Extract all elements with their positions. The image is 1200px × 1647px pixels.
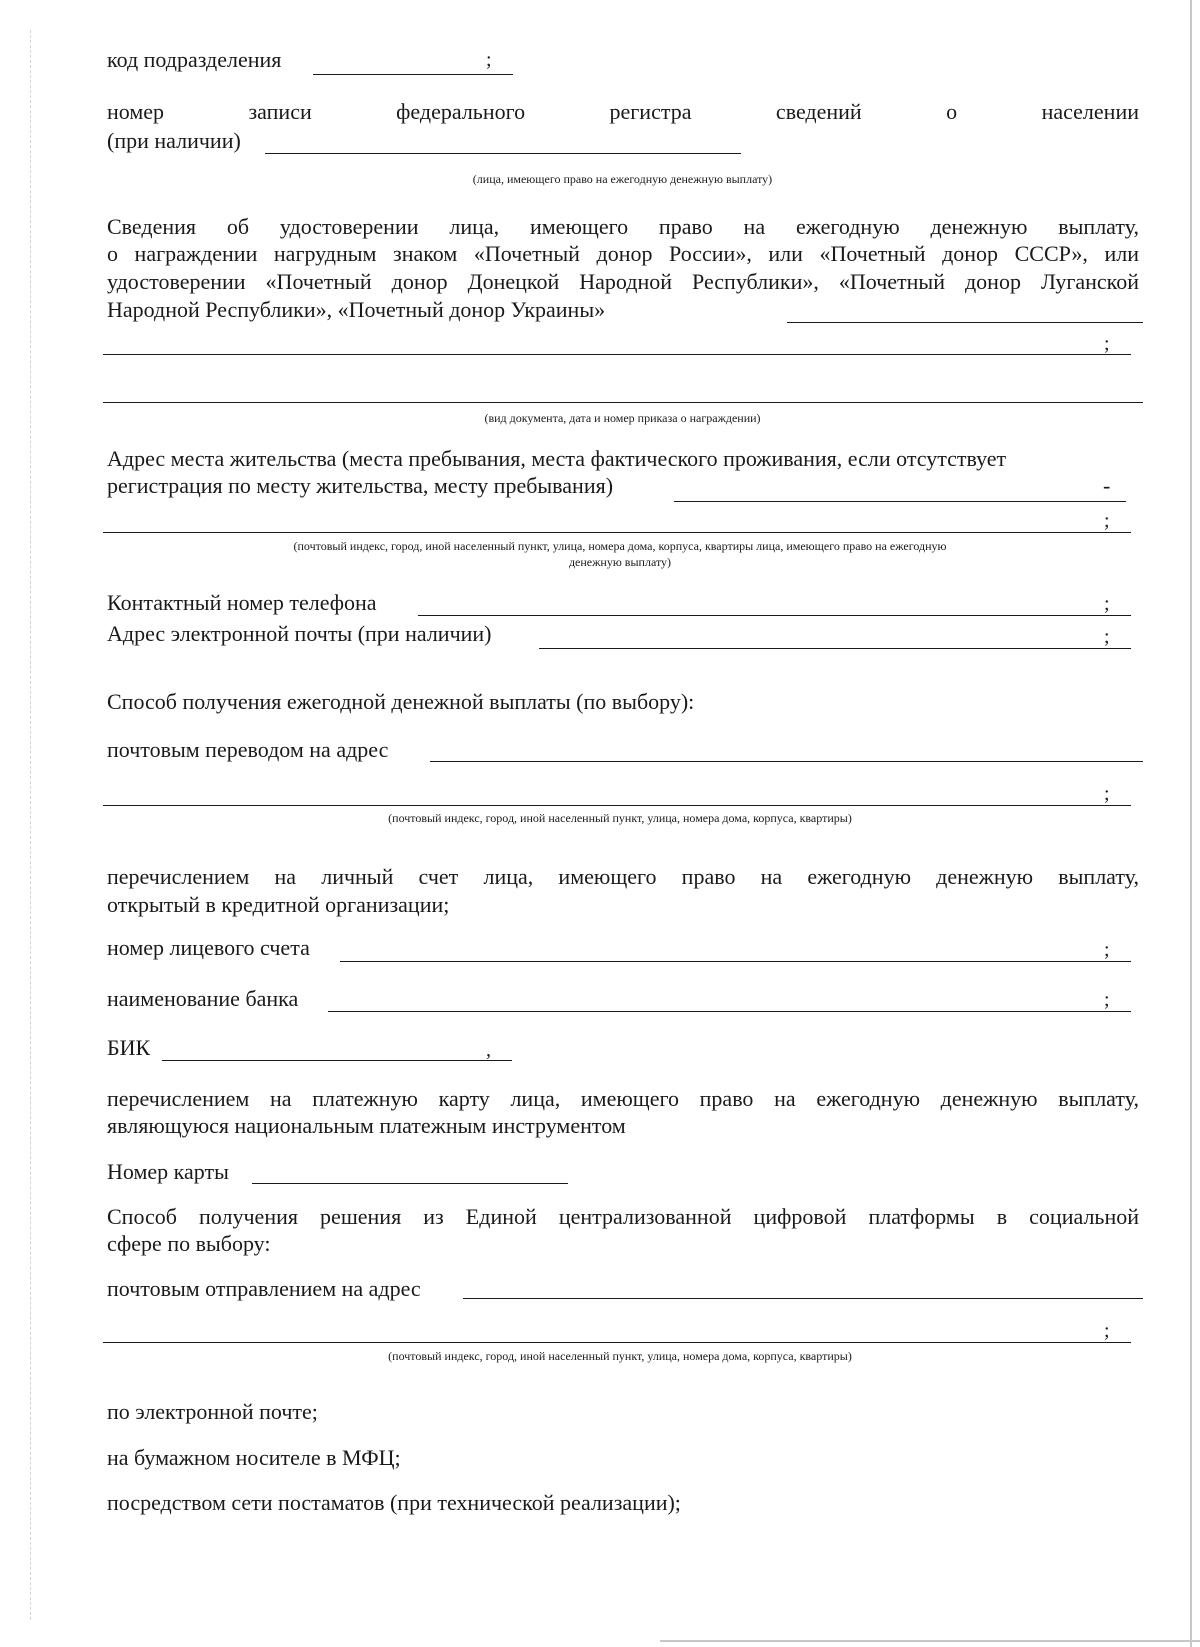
scan-edge-right bbox=[1190, 0, 1192, 1647]
email-label: Адрес электронной почты (при наличии) bbox=[107, 621, 492, 646]
address-caption-line-1: (почтовый индекс, город, иной населенный пункт, улица, номера дома, корпуса, квартиры лица, имеющего право на ежегодную bbox=[293, 539, 947, 553]
payment-postal-label: почтовым переводом на адрес bbox=[107, 737, 389, 762]
bik-label: БИК bbox=[107, 1035, 151, 1060]
address-label-line-1: Адрес места жительства (места пребывания, места фактического проживания, если отсутствует bbox=[107, 446, 1007, 471]
address-field-1[interactable] bbox=[674, 501, 1126, 502]
address-terminator: ; bbox=[1104, 510, 1110, 532]
payment-postal-field-1[interactable] bbox=[430, 761, 1143, 762]
payment-postal-field-2[interactable] bbox=[103, 805, 1131, 806]
address-dash: - bbox=[1103, 473, 1111, 498]
email-field[interactable] bbox=[539, 648, 1131, 649]
certificate-field-2[interactable] bbox=[103, 354, 1131, 355]
decision-postal-label: почтовым отправлением на адрес bbox=[107, 1276, 421, 1301]
decision-heading-line-2: сфере по выбору: bbox=[107, 1231, 271, 1256]
federal-register-label-cont: (при наличии) bbox=[107, 128, 241, 153]
scan-edge-bottom bbox=[660, 1640, 1200, 1642]
bank-name-label: наименование банка bbox=[107, 986, 299, 1011]
decision-postal-caption: (почтовый индекс, город, иной населенный пункт, улица, номера дома, корпуса, квартиры) bbox=[388, 1349, 852, 1363]
certificate-text-line-1: Сведения об удостоверении лица, имеющего право на ежегодную денежную выплату, bbox=[107, 214, 1139, 239]
phone-terminator: ; bbox=[1104, 593, 1110, 615]
payment-card-text-line-2: являющуюся национальным платежным инструментом bbox=[107, 1113, 626, 1138]
bank-name-terminator: ; bbox=[1104, 989, 1110, 1011]
phone-field[interactable] bbox=[418, 615, 1131, 616]
certificate-field-3[interactable] bbox=[103, 402, 1143, 403]
payment-account-text-line-2: открытый в кредитной организации; bbox=[107, 892, 450, 917]
account-number-terminator: ; bbox=[1104, 939, 1110, 961]
decision-postal-field-2[interactable] bbox=[103, 1342, 1131, 1343]
division-code-field[interactable] bbox=[313, 74, 513, 75]
payment-postal-caption: (почтовый индекс, город, иной населенный пункт, улица, номера дома, корпуса, квартиры) bbox=[388, 811, 852, 825]
payment-account-text-line-1: перечислением на личный счет лица, имеющего право на ежегодную денежную выплату, bbox=[107, 864, 1139, 889]
decision-postal-field-1[interactable] bbox=[463, 1298, 1143, 1299]
certificate-text-line-2: о награждении нагрудным знаком «Почетный донор России», или «Почетный донор СССР», или bbox=[107, 241, 1139, 266]
federal-register-field[interactable] bbox=[265, 153, 741, 154]
account-number-label: номер лицевого счета bbox=[107, 935, 310, 960]
certificate-text-line-4: Народной Республики», «Почетный донор Украины» bbox=[107, 297, 606, 322]
address-field-2[interactable] bbox=[103, 532, 1131, 533]
division-code-label: код подразделения bbox=[107, 47, 282, 72]
certificate-text-line-3: удостоверении «Почетный донор Донецкой Народной Республики», «Почетный донор Луганской bbox=[107, 269, 1139, 294]
bik-field[interactable] bbox=[162, 1060, 512, 1061]
division-code-terminator: ; bbox=[486, 49, 492, 71]
federal-register-label: номер записи федерального регистра сведений о населении bbox=[107, 99, 1139, 124]
decision-option-email: по электронной почте; bbox=[107, 1399, 318, 1424]
scan-edge-left bbox=[30, 30, 31, 1620]
payment-card-text-line-1: перечислением на платежную карту лица, имеющего право на ежегодную денежную выплату, bbox=[107, 1086, 1139, 1111]
address-label-line-2: регистрация по месту жительства, месту пребывания) bbox=[107, 473, 614, 498]
bik-terminator: , bbox=[486, 1039, 491, 1061]
card-number-label: Номер карты bbox=[107, 1159, 229, 1184]
certificate-terminator: ; bbox=[1104, 333, 1110, 355]
payment-method-heading: Способ получения ежегодной денежной выплаты (по выбору): bbox=[107, 689, 695, 714]
decision-option-mfc: на бумажном носителе в МФЦ; bbox=[107, 1445, 401, 1470]
decision-option-postamat: посредством сети постаматов (при технической реализации); bbox=[107, 1490, 681, 1515]
federal-register-caption: (лица, имеющего право на ежегодную денежную выплату) bbox=[472, 172, 773, 186]
account-number-field[interactable] bbox=[340, 961, 1131, 962]
bank-name-field[interactable] bbox=[328, 1011, 1131, 1012]
address-caption-line-2: денежную выплату) bbox=[568, 555, 672, 569]
decision-heading-line-1: Способ получения решения из Единой централизованной цифровой платформы в социальной bbox=[107, 1204, 1139, 1229]
certificate-field-1[interactable] bbox=[787, 322, 1143, 323]
certificate-caption: (вид документа, дата и номер приказа о награждении) bbox=[484, 411, 761, 425]
payment-postal-terminator: ; bbox=[1104, 783, 1110, 805]
email-terminator: ; bbox=[1104, 626, 1110, 648]
card-number-field[interactable] bbox=[252, 1183, 568, 1184]
decision-postal-terminator: ; bbox=[1104, 1320, 1110, 1342]
phone-label: Контактный номер телефона bbox=[107, 590, 377, 615]
